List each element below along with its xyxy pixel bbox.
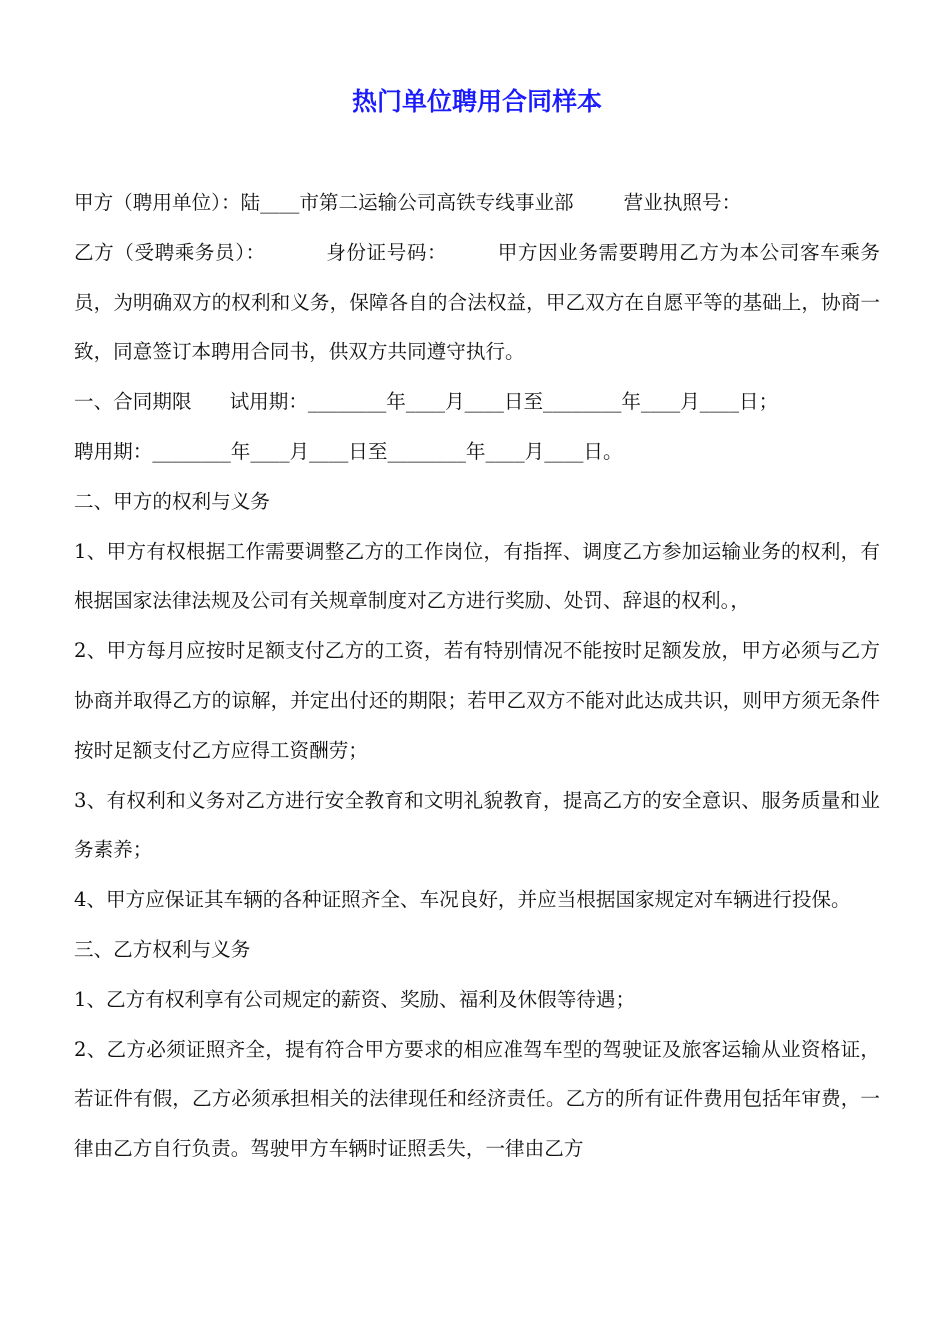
party-a-item-3: 3、有权利和义务对乙方进行安全教育和文明礼貌教育，提高乙方的安全意识、服务质量和业务素养； [74, 788, 880, 862]
section-2-heading: 二、甲方的权利与义务 [74, 489, 270, 513]
section-3-heading: 三、乙方权利与义务 [74, 937, 251, 961]
probation-period: 试用期：________年____月____日至________年____月____日； [229, 390, 779, 414]
party-b-item-2: 2、乙方必须证照齐全，提有符合甲方要求的相应准驾车型的驾驶证及旅客运输从业资格证，若证件有假，乙方必须承担相关的法律现任和经济责任。乙方的所有证件费用包括年审费，一律由乙方自行负责。驾驶甲方车辆时证照丢失，一律由乙方 [74, 1037, 880, 1161]
party-b-label: 乙方（受聘乘务员）： [74, 240, 266, 264]
party-b-line [74, 228, 880, 377]
document-page [74, 0, 880, 1344]
section-1-heading: 一、合同期限 [74, 390, 192, 414]
license-label: 营业执照号： [623, 191, 742, 214]
intro-text: 甲方因业务需要聘用乙方为本公司客车乘务员，为明确双方的权利和义务，保障各自的合法权益，甲乙双方在自愿平等的基础上，协商一致，同意签订本聘用合同书，供双方共同遵守执行。 [74, 240, 880, 364]
document-title: 热门单位聘用合同样本 [351, 87, 602, 116]
party-a-line [74, 178, 880, 228]
id-label: 身份证号码： [325, 240, 448, 264]
party-a-item-4: 4、甲方应保证其车辆的各种证照齐全、车况良好，并应当根据国家规定对车辆进行投保。 [74, 888, 851, 912]
party-b-item-1: 1、乙方有权利享有公司规定的薪资、奖励、福利及休假等待遇； [74, 987, 636, 1011]
employment-period: 聘用期：________年____月____日至________年____月____日。 [74, 439, 623, 463]
document-body [74, 178, 880, 1174]
party-a-item-2: 2、甲方每月应按时足额支付乙方的工资，若有特别情况不能按时足额发放，甲方必须与乙方协商并取得乙方的谅解，并定出付还的期限；若甲乙双方不能对此达成共识，则甲方须无条件按时足额支付乙方应得工资酬劳； [74, 639, 880, 762]
section-1-line [74, 377, 880, 427]
party-a-label: 甲方（聘用单位）：陆____市第二运输公司高铁专线事业部 [74, 191, 574, 214]
party-a-item-1: 1、甲方有权根据工作需要调整乙方的工作岗位，有指挥、调度乙方参加运输业务的权利，有根据国家法律法规及公司有关规章制度对乙方进行奖励、处罚、辞退的权利。， [74, 539, 880, 613]
